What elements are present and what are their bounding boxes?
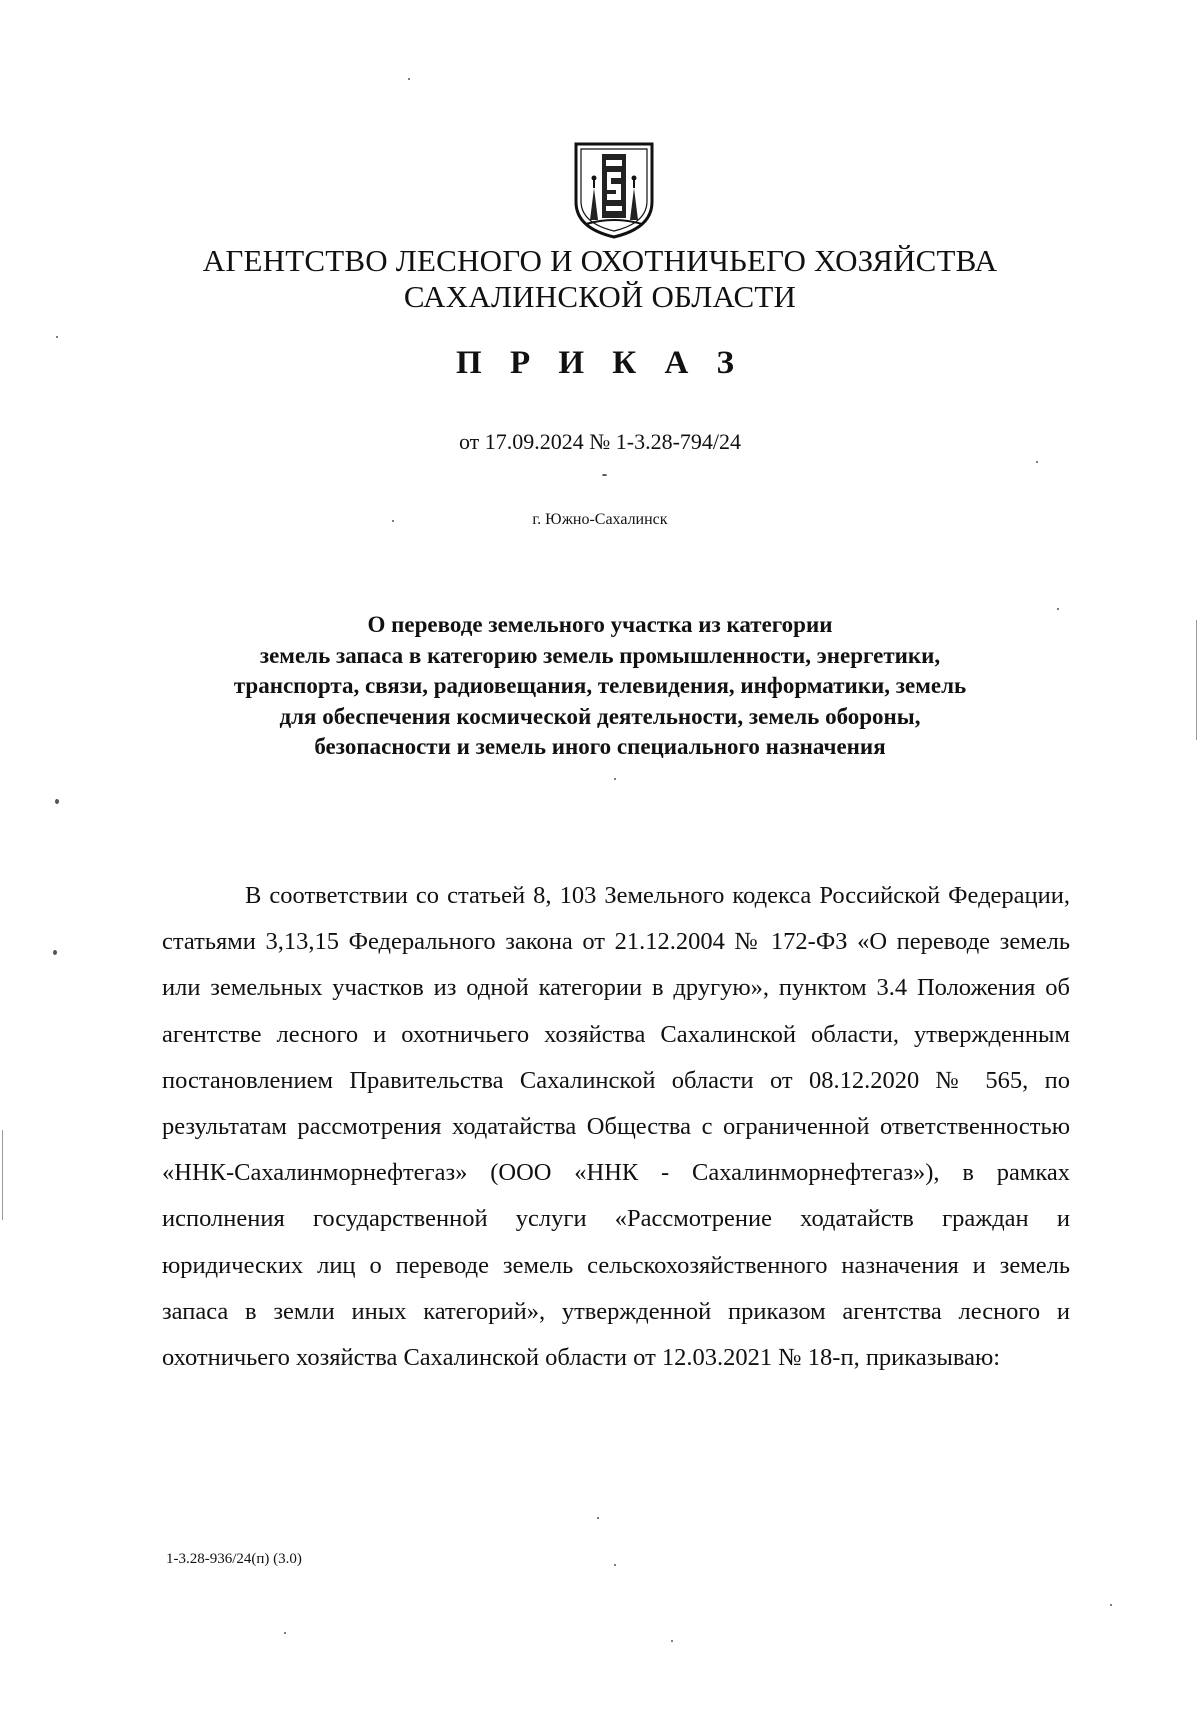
scan-speck bbox=[602, 474, 607, 476]
scan-speck bbox=[671, 1640, 673, 1642]
document-city: г. Южно-Сахалинск bbox=[532, 511, 668, 528]
subject-line: транспорта, связи, радиовещания, телевидения, информатики, земель bbox=[233, 673, 967, 698]
scan-speck bbox=[284, 1632, 286, 1634]
document-subject bbox=[150, 610, 1050, 763]
document-type-title: П Р И К А З bbox=[456, 345, 744, 381]
scan-speck bbox=[1036, 461, 1038, 463]
document-date-number: от 17.09.2024 № 1-3.28-794/24 bbox=[458, 429, 742, 454]
scan-speck bbox=[392, 520, 394, 522]
scan-edge-mark bbox=[1196, 620, 1197, 740]
subject-line: земель запаса в категорию земель промышленности, энергетики, bbox=[259, 642, 941, 668]
scan-speck bbox=[55, 799, 59, 804]
subject-line: безопасности и земель иного специального назначения bbox=[314, 734, 886, 759]
scan-speck bbox=[597, 1517, 599, 1519]
agency-name-line1: АГЕНТСТВО ЛЕСНОГО И ОХОТНИЧЬЕГО ХОЗЯЙСТВА bbox=[202, 243, 998, 278]
scan-speck bbox=[1057, 608, 1059, 610]
scan-speck bbox=[614, 1564, 616, 1566]
scan-speck bbox=[614, 778, 616, 780]
scan-speck bbox=[1110, 1604, 1112, 1606]
scan-speck bbox=[56, 336, 58, 338]
subject-line: для обеспечения космической деятельности, земель обороны, bbox=[279, 703, 921, 729]
agency-name-line2: САХАЛИНСКОЙ ОБЛАСТИ bbox=[403, 279, 797, 314]
agency-name bbox=[100, 243, 1100, 315]
subject-line: О переводе земельного участка из категории bbox=[367, 612, 833, 637]
document-footer-code: 1-3.28-936/24(п) (3.0) bbox=[166, 1551, 302, 1567]
scan-speck bbox=[53, 950, 57, 955]
sakhalin-coat-of-arms-icon bbox=[572, 140, 656, 240]
scan-edge-mark bbox=[2, 1130, 3, 1220]
body-paragraph: В соответствии со статьей 8, 103 Земельного кодекса Российской Федерации, статьями 3,13,15 Федерального закона от 21.12.2004 № 172-ФЗ «О переводе земель или земельных участков из одной категории в другую», пунктом 3.4 Положения об агентстве лесного и охотничьего хозяйства Сахалинской области, утвержденным постановлением Правительства Сахалинской области от 08.12.2020 № 565, по результатам рассмотрения ходатайства Общества с ограниченной ответственностью «ННК-Сахалинморнефтегаз» (ООО «ННК - Сахалинморнефтегаз»), в рамках исполнения государственной услуги «Рассмотрение ходатайств граждан и юридических лиц о переводе земель сельскохозяйственного назначения и земель запаса в земли иных категорий», утвержденной приказом агентства лесного и охотничьего хозяйства Сахалинской области от 12.03.2021 № 18-п, приказываю: bbox=[162, 882, 1070, 1372]
scan-speck bbox=[408, 78, 410, 80]
